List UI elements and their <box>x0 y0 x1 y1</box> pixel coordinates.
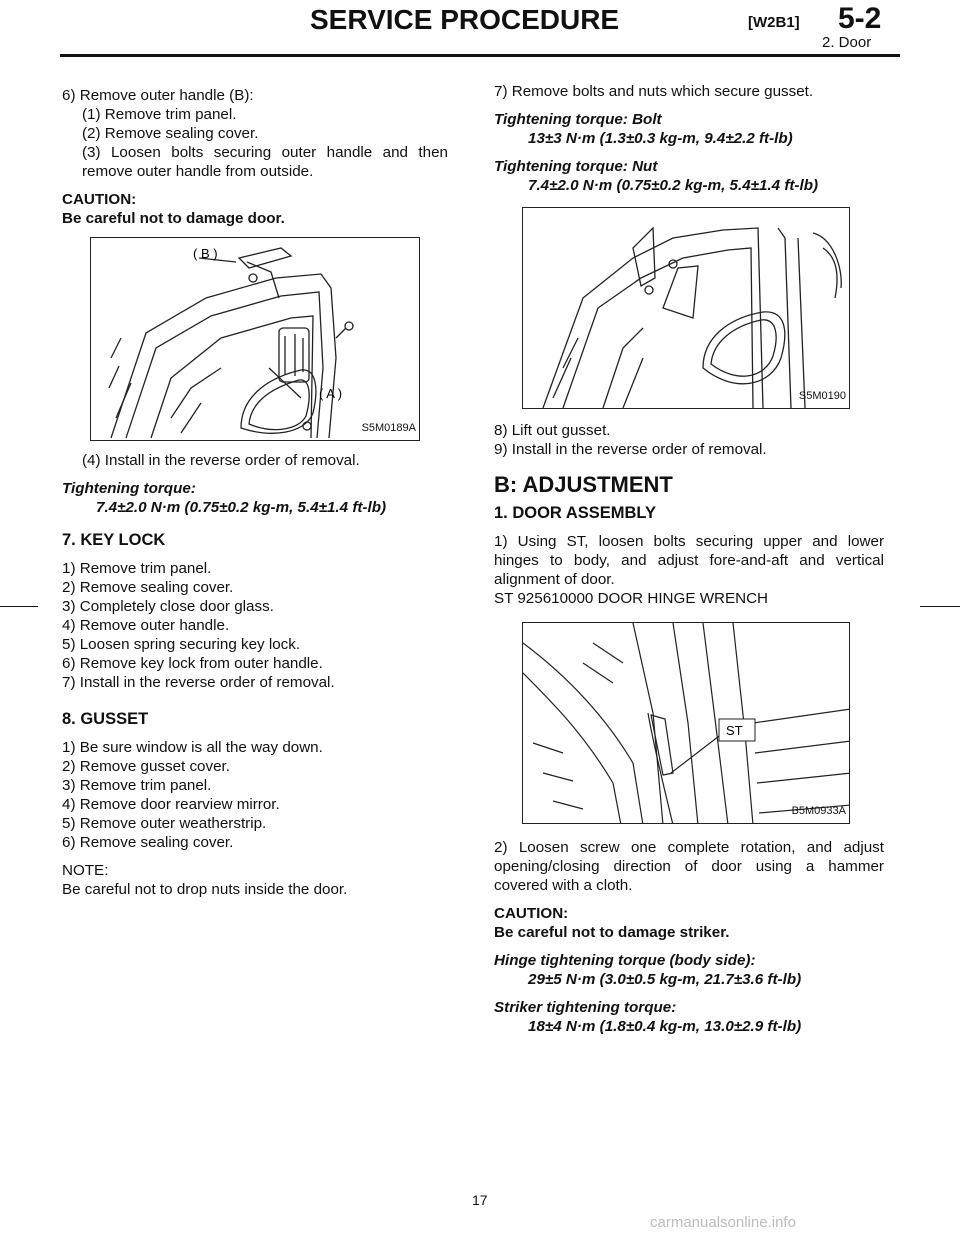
note-text: Be careful not to drop nuts inside the door. <box>62 881 348 898</box>
hinge-wrench-illustration <box>523 623 850 824</box>
torque-value: 7.4±2.0 N·m (0.75±0.2 kg-m, 5.4±1.4 ft-lb) <box>96 499 387 516</box>
figure-code: S5M0190 <box>798 390 846 402</box>
figure-code: B5M0933A <box>791 805 846 817</box>
figure-gusset <box>522 207 850 409</box>
margin-mark-left <box>0 606 38 607</box>
section-subtitle: 2. Door <box>822 34 872 51</box>
outer-handle-illustration <box>91 238 420 441</box>
adjust-step-1: 1) Using ST, loosen bolts securing upper and lower hinges to body, and adjust fore-and-aft and vertical alignment of door. <box>494 533 884 588</box>
list-item: 5) Loosen spring securing key lock. <box>62 636 301 653</box>
figure-code: S5M0189A <box>361 422 416 434</box>
caution-text: Be careful not to damage door. <box>62 210 285 227</box>
list-item: 2) Remove gusset cover. <box>62 758 230 775</box>
list-item: 4) Remove outer handle. <box>62 617 230 634</box>
left-column <box>62 86 448 899</box>
special-tool-line: ST 925610000 DOOR HINGE WRENCH <box>494 590 769 607</box>
substep-6-2: (2) Remove sealing cover. <box>82 125 259 142</box>
striker-torque-value: 18±4 N·m (1.8±0.4 kg-m, 13.0±2.9 ft-lb) <box>528 1018 802 1035</box>
nut-torque-value: 7.4±2.0 N·m (0.75±0.2 kg-m, 5.4±1.4 ft-lb) <box>528 177 819 194</box>
bolt-torque-value: 13±3 N·m (1.3±0.3 kg-m, 9.4±2.2 ft-lb) <box>528 130 793 147</box>
hinge-torque-value: 29±5 N·m (3.0±0.5 kg-m, 21.7±3.6 ft-lb) <box>528 971 802 988</box>
figure-outer-handle <box>90 237 420 441</box>
nut-torque-label: Tightening torque: Nut <box>494 158 658 175</box>
key-lock-steps <box>62 559 448 692</box>
list-item: 7) Install in the reverse order of removal. <box>62 674 335 691</box>
key-lock-heading: 7. KEY LOCK <box>62 531 166 549</box>
striker-torque-label: Striker tightening torque: <box>494 999 677 1016</box>
bolt-torque-label: Tightening torque: Bolt <box>494 111 662 128</box>
caution-text-right: Be careful not to damage striker. <box>494 924 730 941</box>
gusset-heading: 8. GUSSET <box>62 710 149 728</box>
right-column <box>494 82 884 1045</box>
list-item: 6) Remove sealing cover. <box>62 834 234 851</box>
gusset-illustration <box>523 208 850 409</box>
list-item: 3) Completely close door glass. <box>62 598 274 615</box>
step-9: 9) Install in the reverse order of removal. <box>494 441 767 458</box>
figure-hinge-wrench <box>522 622 850 824</box>
list-item: 5) Remove outer weatherstrip. <box>62 815 267 832</box>
fig1-label-b: ( B ) <box>193 246 218 261</box>
list-item: 4) Remove door rearview mirror. <box>62 796 280 813</box>
list-item: 3) Remove trim panel. <box>62 777 212 794</box>
list-item: 6) Remove key lock from outer handle. <box>62 655 323 672</box>
step-7: 7) Remove bolts and nuts which secure gusset. <box>494 83 814 100</box>
page-header-title: SERVICE PROCEDURE <box>310 4 620 35</box>
list-item: 2) Remove sealing cover. <box>62 579 234 596</box>
substep-6-4: (4) Install in the reverse order of removal. <box>82 452 360 469</box>
adjust-step-2: 2) Loosen screw one complete rotation, and adjust opening/closing direction of door using a hammer covered with a cloth. <box>494 839 884 894</box>
section-number: 5-2 <box>838 2 882 35</box>
substep-6-3: (3) Loosen bolts securing outer handle and then remove outer handle from outside. <box>82 144 448 180</box>
substep-6-1: (1) Remove trim panel. <box>82 106 237 123</box>
step-6-title: 6) Remove outer handle (B): <box>62 87 254 104</box>
torque-label: Tightening torque: <box>62 480 196 497</box>
door-assembly-heading: 1. DOOR ASSEMBLY <box>494 504 656 522</box>
fig3-label-st: ST <box>726 723 743 738</box>
header-rule <box>60 54 900 57</box>
watermark: carmanualsonline.info <box>650 1214 796 1231</box>
step-8: 8) Lift out gusset. <box>494 422 611 439</box>
caution-label-right: CAUTION: <box>494 905 569 922</box>
gusset-steps <box>62 738 448 852</box>
section-code: [W2B1] <box>748 14 800 31</box>
list-item: 1) Be sure window is all the way down. <box>62 739 323 756</box>
hinge-torque-label: Hinge tightening torque (body side): <box>494 952 756 969</box>
fig1-label-a: ( A ) <box>319 386 343 401</box>
note-label: NOTE: <box>62 862 109 879</box>
list-item: 1) Remove trim panel. <box>62 560 212 577</box>
page-number: 17 <box>472 1192 488 1208</box>
adjustment-heading: B: ADJUSTMENT <box>494 472 673 497</box>
margin-mark-right <box>920 606 960 607</box>
caution-label: CAUTION: <box>62 191 137 208</box>
